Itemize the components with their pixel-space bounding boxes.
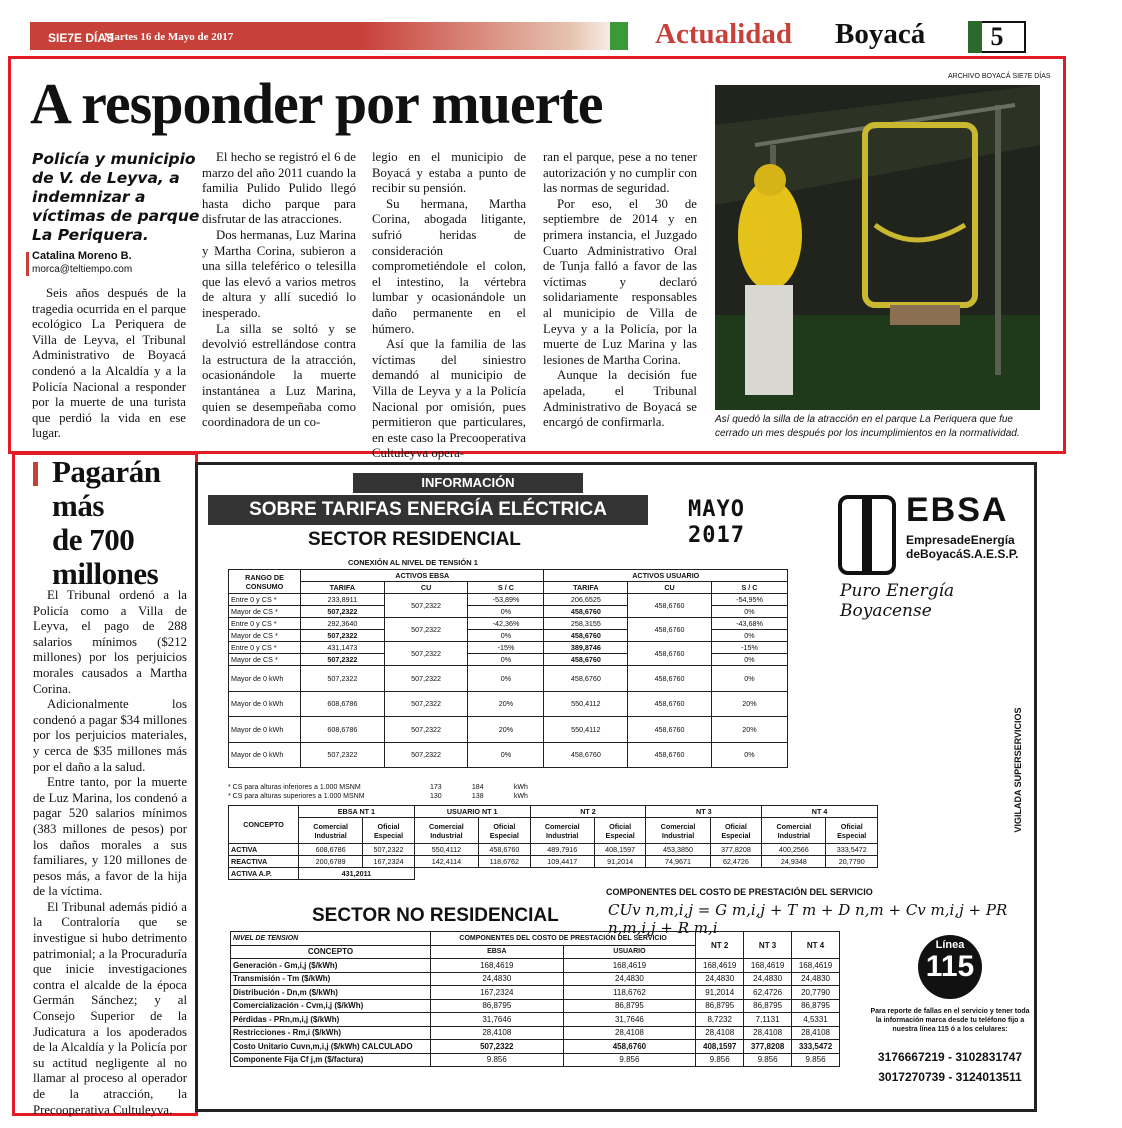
- cell: 4,5331: [792, 1013, 840, 1027]
- ad-year: 2017: [688, 523, 745, 548]
- cell: 458,6760: [544, 606, 628, 618]
- col-header-comercial: Comercial Industrial: [414, 818, 478, 844]
- vigilada-text: VIGILADA SUPERSERVICIOS: [1013, 707, 1023, 833]
- secondary-article-body: [33, 588, 187, 1118]
- note-unit: kWh: [513, 793, 528, 800]
- sector-residencial-title: SECTOR RESIDENCIAL: [308, 529, 521, 550]
- tariff-advertisement: [195, 462, 1037, 1112]
- col-header-usuario-nt1: USUARIO NT 1: [414, 806, 530, 818]
- col-header-nt4: NT 4: [792, 932, 840, 959]
- cell: 24,4830: [696, 972, 744, 986]
- cell: 408,1597: [696, 1040, 744, 1054]
- article-dek: Policía y municipio de V. de Leyva, a indemnizar a víctimas de parque La Periquera.: [32, 150, 200, 244]
- cell: 458,6760: [563, 1040, 696, 1054]
- col-header-nivel: NIVEL DE TENSION: [231, 932, 431, 946]
- cell: 507,2322: [384, 618, 468, 642]
- components-title: COMPONENTES DEL COSTO DE PRESTACIÓN DEL SERVICIO: [606, 887, 873, 897]
- empty-cell: [414, 868, 877, 880]
- headline-line: Pagarán: [52, 454, 161, 489]
- col-header-comercial: Comercial Industrial: [762, 818, 826, 844]
- cell: 20,7790: [826, 856, 878, 868]
- cell: 28,4108: [563, 1026, 696, 1040]
- cell: 550,4112: [414, 844, 478, 856]
- col-header-comercial: Comercial Industrial: [646, 818, 710, 844]
- note-value: 184: [471, 784, 484, 791]
- cell: ACTIVA A.P.: [229, 868, 299, 880]
- col-header-ebsa: EBSA: [431, 945, 564, 959]
- phone-line: 3176667219 - 3102831747: [877, 1050, 1023, 1064]
- cell: 507,2322: [384, 642, 468, 666]
- cell: Entre 0 y CS *: [229, 594, 301, 606]
- cell: 507,2322: [384, 691, 468, 717]
- cell: 91,2014: [594, 856, 646, 868]
- col-header-sc: S / C: [711, 582, 787, 594]
- linea-number: 115: [925, 950, 975, 983]
- table-row: [229, 691, 788, 717]
- byline: [32, 250, 132, 276]
- headline-line: millones: [52, 556, 159, 591]
- table-row: [229, 742, 788, 768]
- cell: 507,2322: [301, 606, 385, 618]
- issue-date: Martes 16 de Mayo de 2017: [104, 31, 234, 43]
- cell: 458,6760: [628, 666, 712, 692]
- cell: 206,6525: [544, 594, 628, 606]
- paragraph: Así que la familia de las víctimas del siniestro demandó al municipio de Villa de Leyva y a la Policía Nacional por omisión, pues permitieron que particulares, en este caso la Precooperativa Cultuleyva opera-: [372, 337, 526, 461]
- cell: 507,2322: [301, 630, 385, 642]
- cell: 86,8795: [792, 999, 840, 1013]
- cell: 118,6762: [563, 986, 696, 1000]
- col-header-oficial: Oficial Especial: [479, 818, 531, 844]
- cell: 333,5472: [826, 844, 878, 856]
- cell: 377,8208: [710, 844, 762, 856]
- paragraph: El Tribunal ordenó a la Policía como a Villa de Leyva, el pago de 288 salarios mínimos ($212 millones) por los perjuicios morales causados a Martha Corina.: [33, 588, 187, 696]
- cell: -15%: [711, 642, 787, 654]
- cell: 507,2322: [384, 594, 468, 618]
- note-value: 130: [429, 793, 442, 800]
- cell: 168,4619: [431, 959, 564, 973]
- paragraph: El hecho se registró el 6 de marzo del año 2011 cuando la familia Pulido Pulido llegó hasta dicho parque para disfrutar de las atracciones.: [202, 150, 356, 227]
- cell: 377,8208: [744, 1040, 792, 1054]
- ad-banner-title: SOBRE TARIFAS ENERGÍA ELÉCTRICA: [208, 495, 648, 525]
- cell: 489,7916: [530, 844, 594, 856]
- cell: 458,6760: [628, 618, 712, 642]
- cell: 507,2322: [363, 844, 415, 856]
- cell: -42,36%: [468, 618, 544, 630]
- table-row: [231, 1013, 840, 1027]
- cell: 74,9671: [646, 856, 710, 868]
- photo-caption: Así quedó la silla de la atracción en el parque La Periquera que fue cerrado un mes después por los incumplimientos en la normatividad.: [715, 414, 1020, 439]
- linea-115-badge: [918, 935, 982, 999]
- cell: 507,2322: [384, 742, 468, 768]
- cell: 86,8795: [431, 999, 564, 1013]
- cell: -54,95%: [711, 594, 787, 606]
- cell: 0%: [711, 630, 787, 642]
- cell: 168,4619: [792, 959, 840, 973]
- col-header-tarifa: TARIFA: [544, 582, 628, 594]
- table-row: [231, 999, 840, 1013]
- cell: Transmisión - Tm ($/kWh): [231, 972, 431, 986]
- cell: 118,6762: [479, 856, 531, 868]
- cell: 24,4830: [431, 972, 564, 986]
- paragraph: legio en el municipio de Boyacá y estaba a punto de recibir su pensión.: [372, 150, 526, 196]
- cell: 608,6786: [301, 691, 385, 717]
- article-column-1: [32, 286, 186, 442]
- cell: Distribución - Dn,m ($/kWh): [231, 986, 431, 1000]
- cell: Mayor de CS *: [229, 630, 301, 642]
- cell: 168,4619: [696, 959, 744, 973]
- col-header-oficial: Oficial Especial: [826, 818, 878, 844]
- paragraph: Aunque la decisión fue apelada, el Tribunal Administrativo de Boyacá se encargó de confirmarla.: [543, 368, 697, 430]
- col-header-comercial: Comercial Industrial: [530, 818, 594, 844]
- cell: Mayor de CS *: [229, 654, 301, 666]
- cell: 168,4619: [744, 959, 792, 973]
- cell: ACTIVA: [229, 844, 299, 856]
- company-slogan: Puro Energía Boyacense: [840, 581, 955, 621]
- col-header-nt4: NT 4: [762, 806, 878, 818]
- cell: 0%: [711, 606, 787, 618]
- section-name-secondary: Boyacá: [835, 18, 926, 50]
- paragraph: Entre tanto, por la muerte de Luz Marina, los condenó a pagar 520 salarios mínimos (383 millones de pesos) por los daños morales a sus familiares, y 120 millones de pesos más, a favor de la hija de la víctima.: [33, 775, 187, 899]
- sector-no-residencial-title: SECTOR NO RESIDENCIAL: [312, 905, 559, 926]
- table-row: [231, 986, 840, 1000]
- author-email: morca@teltiempo.com: [32, 264, 133, 275]
- publication-name: SIE7E DÍAS: [48, 31, 115, 45]
- cell: 458,6760: [544, 654, 628, 666]
- table-row: [229, 868, 878, 880]
- cell: 431,2011: [299, 868, 415, 880]
- note-text: * CS para alturas inferiores a 1.000 MSNM: [228, 784, 361, 791]
- paragraph: Dos hermanas, Luz Marina y Martha Corina, subieron a una silla teleférico o telesilla que las elevó a varios metros de altura y allí sucedió lo inesperado.: [202, 227, 356, 320]
- cell: Mayor de 0 kWh: [229, 666, 301, 692]
- cell: Restricciones - Rm,i ($/kWh): [231, 1026, 431, 1040]
- table-row: [231, 1053, 840, 1067]
- cell: Pérdidas - PRn,m,i,j ($/kWh): [231, 1013, 431, 1027]
- cell: 550,4112: [544, 717, 628, 743]
- col-header-nt2: NT 2: [530, 806, 646, 818]
- article-column-3: [372, 150, 526, 462]
- cell: 20%: [468, 691, 544, 717]
- cell: Costo Unitario Cuvn,m,i,j ($/kWh) CALCULADO: [231, 1040, 431, 1054]
- headline-line: de 700: [52, 522, 135, 557]
- col-header-concepto: CONCEPTO: [229, 806, 299, 844]
- cell: 0%: [711, 666, 787, 692]
- cell: 0%: [711, 742, 787, 768]
- ebsa-wordmark: EBSA: [906, 491, 1009, 529]
- page-number: 5: [968, 21, 1026, 53]
- cell: 507,2322: [301, 742, 385, 768]
- col-header-sc: S / C: [468, 582, 544, 594]
- cell: 608,6786: [299, 844, 363, 856]
- chairlift-photo-illustration: [715, 85, 1040, 410]
- headline-line: más: [52, 488, 104, 523]
- info-label: INFORMACIÓN: [353, 473, 583, 493]
- cell: 91,2014: [696, 986, 744, 1000]
- company-name-line-2: deBoyacáS.A.E.S.P.: [906, 547, 1019, 561]
- paragraph: Adicionalmente los condenó a pagar $34 millones por los perjuicios materiales, y cerca de $35 millones más por el daño a la salud.: [33, 697, 187, 774]
- cell: 333,5472: [792, 1040, 840, 1054]
- cell: 24,9348: [762, 856, 826, 868]
- table-row: [231, 1026, 840, 1040]
- note-unit: kWh: [513, 784, 528, 791]
- table-row: [229, 618, 788, 630]
- phone-line: 3017270739 - 3124013511: [878, 1070, 1022, 1084]
- cell: 0%: [468, 630, 544, 642]
- residential-tariff-table: [228, 569, 788, 768]
- col-header-oficial: Oficial Especial: [363, 818, 415, 844]
- cell: 20%: [711, 691, 787, 717]
- col-header-nt3: NT 3: [744, 932, 792, 959]
- cell: 168,4619: [563, 959, 696, 973]
- col-header-usuario: USUARIO: [563, 945, 696, 959]
- col-header-tarifa: TARIFA: [301, 582, 385, 594]
- paragraph: Su hermana, Martha Corina, abogada litigante, sufrió heridas de consideración comprometiéndole el colon, el intestino, la vértebra lumbar y ocasionándole un daño permanente en el húmero.: [372, 196, 526, 336]
- cell: 8,7232: [696, 1013, 744, 1027]
- cell: 9.856: [431, 1053, 564, 1067]
- cell: 86,8795: [696, 999, 744, 1013]
- report-instructions: Para reporte de fallas en el servicio y tener toda la información marca desde tu teléfono fijo a nuestra línea 115 ó a los celulares:: [870, 1008, 1030, 1033]
- col-header-nt3: NT 3: [646, 806, 762, 818]
- col-header-oficial: Oficial Especial: [594, 818, 646, 844]
- headline-marker: [33, 462, 38, 486]
- cell: 167,2324: [431, 986, 564, 1000]
- cell: 28,4108: [431, 1026, 564, 1040]
- cell: Mayor de 0 kWh: [229, 717, 301, 743]
- table-row: [231, 1040, 840, 1054]
- table-row: [229, 717, 788, 743]
- cell: 458,6760: [628, 742, 712, 768]
- cell: 0%: [468, 666, 544, 692]
- col-header-componentes: COMPONENTES DEL COSTO DE PRESTACIÓN DEL SERVICIO: [431, 932, 696, 946]
- vigilada-stamp: [978, 685, 1037, 885]
- cell: Mayor de 0 kWh: [229, 691, 301, 717]
- secondary-headline: [52, 455, 160, 591]
- cell: 458,6760: [628, 594, 712, 618]
- cell: 458,6760: [544, 742, 628, 768]
- photo-credit: ARCHIVO BOYACÁ SIE7E DÍAS: [948, 73, 1051, 80]
- cell: Mayor de 0 kWh: [229, 742, 301, 768]
- table-row: [229, 594, 788, 606]
- paragraph: Seis años después de la tragedia ocurrida en el parque ecológico La Periquera de Villa de Leyva, el Tribunal Administrativo de Boyacá condenó a la Alcaldía y a la Policía Nacional a responder por la muerte de una turista que perdió la vida en ese lugar.: [32, 286, 186, 441]
- article-photo: [715, 85, 1040, 410]
- cell: 400,2566: [762, 844, 826, 856]
- article-column-4: [543, 150, 697, 431]
- cell: 20,7790: [792, 986, 840, 1000]
- cell: 608,6786: [301, 717, 385, 743]
- cell: 0%: [468, 742, 544, 768]
- col-header-oficial: Oficial Especial: [710, 818, 762, 844]
- author-name: Catalina Moreno B.: [32, 250, 132, 262]
- cell: 458,6760: [628, 691, 712, 717]
- cell: 142,4114: [414, 856, 478, 868]
- table-row: [231, 972, 840, 986]
- cell: Mayor de CS *: [229, 606, 301, 618]
- voltage-level-table: [228, 805, 878, 880]
- col-header-comercial: Comercial Industrial: [299, 818, 363, 844]
- non-residential-table: [230, 931, 840, 1067]
- cell: Generación - Gm,i,j ($/kWh): [231, 959, 431, 973]
- cell: Componente Fija Cf j,m ($/factura): [231, 1053, 431, 1067]
- cell: 507,2322: [301, 654, 385, 666]
- cell: 31,7646: [563, 1013, 696, 1027]
- col-header-ebsa-nt1: EBSA NT 1: [299, 806, 415, 818]
- cell: 62,4726: [744, 986, 792, 1000]
- cell: 62,4726: [710, 856, 762, 868]
- header-color-block: [610, 22, 628, 50]
- cell: 20%: [468, 717, 544, 743]
- cs-note-1: [228, 783, 528, 792]
- note-value: 173: [429, 784, 442, 791]
- section-name-primary: Actualidad: [655, 18, 792, 50]
- cell: 507,2322: [384, 717, 468, 743]
- article-column-2: [202, 150, 356, 431]
- cell: -15%: [468, 642, 544, 654]
- col-header-activos-ebsa: ACTIVOS EBSA: [301, 570, 544, 582]
- table-row: [229, 856, 878, 868]
- col-header-nt2: NT 2: [696, 932, 744, 959]
- cell: 0%: [468, 654, 544, 666]
- paragraph: El Tribunal además pidió a la Contraloría que se investigue si hubo detrimento patrimonial; a la Procuraduría que inicie investigaciones contra el alcalde de la época Germán Sánchez; y al Consejo Superior de la Judicatura a los apoderados de la Alcaldía y la Policía por su actitud negligente al no llamar al proceso al operador de la atracción, la Precooperativa Cultuleyva.: [33, 899, 187, 1117]
- cell: 0%: [468, 606, 544, 618]
- article-headline: A responder por muerte: [30, 71, 603, 136]
- table-row: [229, 666, 788, 692]
- cell: 408,1597: [594, 844, 646, 856]
- ebsa-logo: [834, 491, 1034, 621]
- cell: 233,8911: [301, 594, 385, 606]
- cs-notes: [228, 783, 528, 801]
- cell: 31,7646: [431, 1013, 564, 1027]
- cell: Entre 0 y CS *: [229, 618, 301, 630]
- cell: 458,6760: [544, 630, 628, 642]
- cell: 458,6760: [544, 666, 628, 692]
- paragraph: La silla se soltó y se devolvió estrellándose contra la estructura de la atracción, ocasionándole la muerte instantánea a Luz Marina, quien se desempeñaba como coordinadora de un co-: [202, 321, 356, 430]
- cell: 86,8795: [744, 999, 792, 1013]
- cell: 9.856: [792, 1053, 840, 1067]
- cell: 453,3850: [646, 844, 710, 856]
- cell: 0%: [711, 654, 787, 666]
- table-row: [229, 642, 788, 654]
- note-value: 138: [471, 793, 484, 800]
- cell: -43,68%: [711, 618, 787, 630]
- cell: 507,2322: [431, 1040, 564, 1054]
- cell: REACTIVA: [229, 856, 299, 868]
- cell: 28,4108: [792, 1026, 840, 1040]
- cell: 7,1131: [744, 1013, 792, 1027]
- col-header-cu: CU: [384, 582, 468, 594]
- cell: 389,8746: [544, 642, 628, 654]
- cell: 9.856: [563, 1053, 696, 1067]
- cell: 458,6760: [628, 642, 712, 666]
- cell: 292,3640: [301, 618, 385, 630]
- cell: 9.856: [696, 1053, 744, 1067]
- connection-level: CONEXIÓN AL NIVEL DE TENSIÓN 1: [348, 558, 478, 567]
- cell: 109,4417: [530, 856, 594, 868]
- col-header-cu: CU: [628, 582, 712, 594]
- cell: Entre 0 y CS *: [229, 642, 301, 654]
- company-name-line-1: EmpresadeEnergía: [906, 533, 1015, 547]
- col-header-rango: RANGO DE CONSUMO: [229, 570, 301, 594]
- cell: 20%: [711, 717, 787, 743]
- cell: 507,2322: [301, 666, 385, 692]
- cell: Comercialización - Cvm,i,j ($/kWh): [231, 999, 431, 1013]
- cell: 458,6760: [479, 844, 531, 856]
- phone-numbers: [870, 1047, 1030, 1087]
- cell: 9.856: [744, 1053, 792, 1067]
- cell: -53,89%: [468, 594, 544, 606]
- table-row: [231, 959, 840, 973]
- cell: 458,6760: [628, 717, 712, 743]
- cell: 24,4830: [744, 972, 792, 986]
- paragraph: ran el parque, pese a no tener autorización y no cumplir con las normas de seguridad.: [543, 150, 697, 196]
- cell: 258,3155: [544, 618, 628, 630]
- paragraph: Por eso, el 30 de septiembre de 2014 y en primera instancia, el Juzgado Cuarto Administrativo Oral de Tunja falló a favor de las víctimas y declaró solidariamente responsables al municipio de Villa de Leyva y a la Policía, por la muerte de Luz Marina y las lesiones de Martha Corina.: [543, 196, 697, 367]
- note-text: * CS para alturas superiores a 1.000 MSNM: [228, 793, 365, 800]
- cell: 28,4108: [744, 1026, 792, 1040]
- cell: 507,2322: [384, 666, 468, 692]
- cell: 28,4108: [696, 1026, 744, 1040]
- cell: 550,4112: [544, 691, 628, 717]
- cost-formula: CUv n,m,i,j = G m,i,j + T m + D n,m + Cv m,i,j + PR n,m,i,j + R m,i: [608, 901, 1008, 937]
- cell: 431,1473: [301, 642, 385, 654]
- ebsa-logo-icon: [838, 495, 896, 575]
- cell: 200,6789: [299, 856, 363, 868]
- ad-month: MAYO: [688, 497, 745, 522]
- linea-label: Línea: [935, 939, 965, 951]
- cell: 86,8795: [563, 999, 696, 1013]
- cell: 24,4830: [563, 972, 696, 986]
- ad-period: [688, 497, 745, 549]
- col-header-concepto: CONCEPTO: [231, 945, 431, 959]
- cs-note-2: [228, 792, 528, 801]
- table-row: [229, 844, 878, 856]
- cell: 24,4830: [792, 972, 840, 986]
- col-header-activos-usuario: ACTIVOS USUARIO: [544, 570, 788, 582]
- cell: 167,2324: [363, 856, 415, 868]
